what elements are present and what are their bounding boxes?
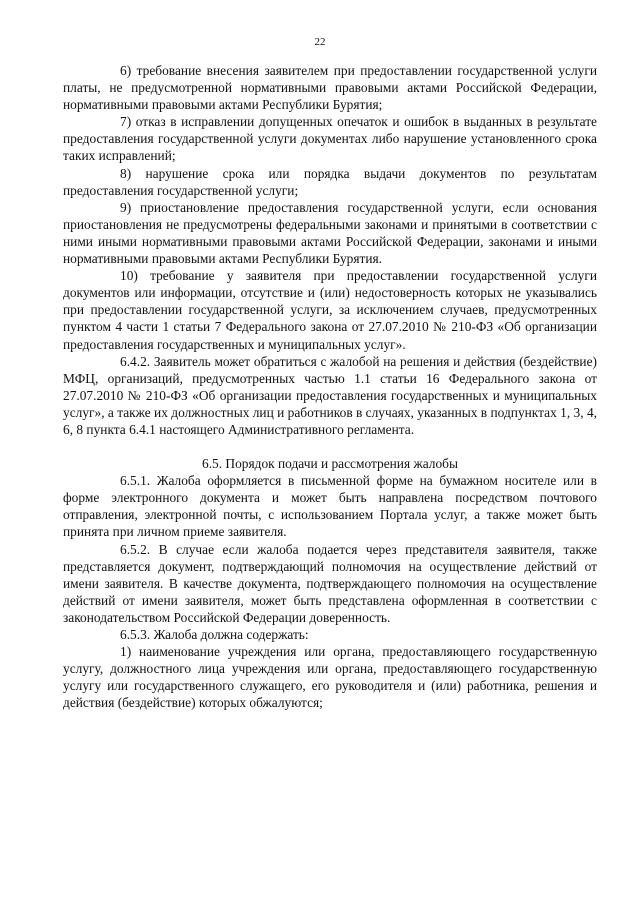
paragraph-list-item-1: 1) наименование учреждения или органа, предоставляющего государственную услугу, должностного лица учреждения или органа, предоставляющего государственную услугу или государственного служащего, его руководителя и (или) работника, решения и действия (бездействие) которых обжалуются; <box>63 644 597 711</box>
document-body <box>63 62 597 711</box>
page-number: 22 <box>314 36 326 48</box>
section-heading: 6.5. Порядок подачи и рассмотрения жалобы <box>202 456 458 472</box>
paragraph-item-6: 6) требование внесения заявителем при предоставлении государственной услуги платы, не предусмотренной нормативными правовыми актами Российской Федерации, нормативными правовыми актами Республики Бурятия; <box>63 63 597 113</box>
paragraph-item-8: 8) нарушение срока или порядка выдачи документов по результатам предоставления государственной услуги; <box>63 165 597 198</box>
paragraph-item-7: 7) отказ в исправлении допущенных опечаток и ошибок в выданных в результате предоставления государственной услуги документах либо нарушение установленного срока таких исправлений; <box>63 114 597 164</box>
paragraph-item-10: 10) требование у заявителя при предоставлении государственной услуги документов или информации, отсутствие и (или) недостоверность которых не указывались при предоставлении государственной услуги, за исключением случаев, предусмотренных пунктом 4 части 1 статьи 7 Федерального закона от 27.07.2010 № 210-ФЗ «Об организации предоставления государственных и муниципальных услуг». <box>63 268 597 352</box>
paragraph-6-4-2: 6.4.2. Заявитель может обратиться с жалобой на решения и действия (бездействие) МФЦ, организаций, предусмотренных частью 1.1 статьи 16 Федерального закона от 27.07.2010 № 210-ФЗ «Об организации предоставления государственных и муниципальных услуг», а также их должностных лиц и работников в случаях, указанных в подпунктах 1, 3, 4, 6, 8 пункта 6.4.1 настоящего Административного регламента. <box>63 353 597 437</box>
paragraph-6-5-1: 6.5.1. Жалоба оформляется в письменной форме на бумажном носителе или в форме электронного документа и может быть направлена посредством почтового отправления, электронной почты, с использованием Портала услуг, а также может быть принята при личном приеме заявителя. <box>63 473 597 540</box>
paragraph-item-9: 9) приостановление предоставления государственной услуги, если основания приостановления не предусмотрены федеральными законами и принятыми в соответствии с ними иными нормативными правовыми актами Российской Федерации, законами и иными нормативными правовыми актами Республики Бурятия. <box>63 199 597 267</box>
paragraph-6-5-2: 6.5.2. В случае если жалоба подается через представителя заявителя, также представляется документ, подтверждающий полномочия на осуществление действий от имени заявителя. В качестве документа, подтверждающего полномочия на осуществление действий от имени заявителя, может быть представлена оформленная в соответствии с законодательством Российской Федерации доверенность. <box>63 541 597 625</box>
paragraph-6-5-3: 6.5.3. Жалоба должна содержать: <box>120 627 309 642</box>
